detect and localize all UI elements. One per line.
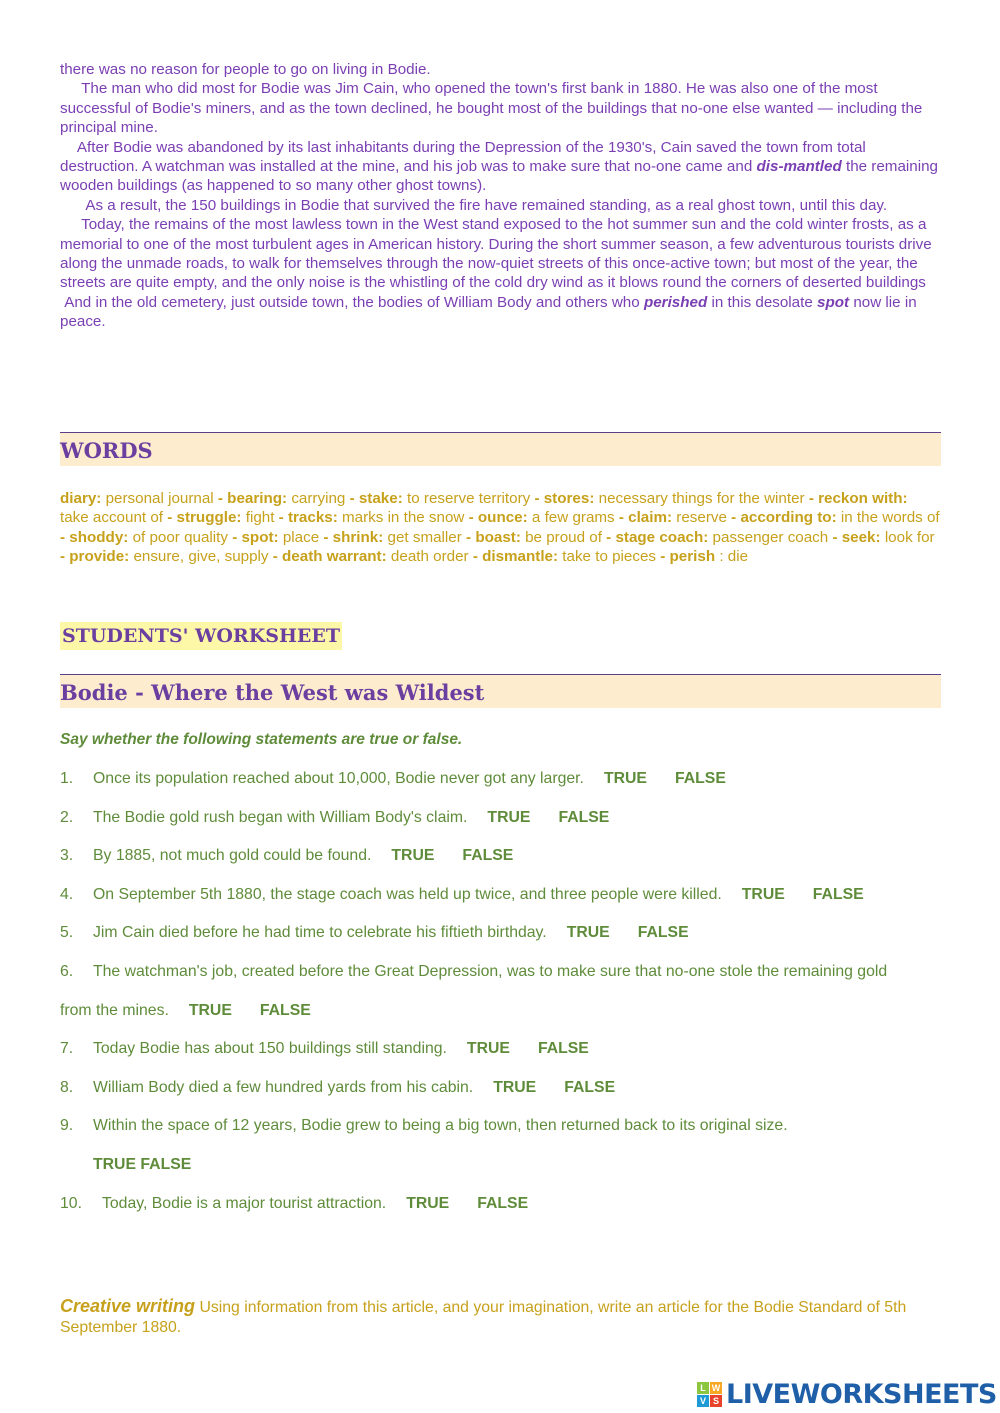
false-option[interactable]: FALSE	[637, 924, 689, 942]
glossary-term: bearing:	[227, 490, 288, 507]
students-worksheet-heading: STUDENTS' WORKSHEET	[60, 622, 342, 650]
question-10	[60, 1193, 960, 1215]
question-text: Once its population reached about 10,000, Bodie never got any larger.	[93, 770, 584, 787]
question-6-continued	[60, 1000, 960, 1022]
question-text: Within the space of 12 years, Bodie grew to being a big town, then returned back to its original size.	[93, 1117, 788, 1135]
logo-mark-cell: L	[697, 1382, 709, 1394]
glossary	[60, 489, 940, 567]
glossary-definition: necessary things for the winter	[598, 490, 805, 507]
question-number: 3.	[60, 847, 74, 865]
words-heading: WORDS	[60, 438, 153, 463]
glossary-separator: -	[319, 528, 333, 546]
instructions: Say whether the following statements are true or false.	[60, 731, 463, 748]
question-text: Today Bodie has about 150 buildings still standing.	[93, 1040, 447, 1058]
true-option[interactable]: TRUE	[487, 808, 531, 826]
question-number: 6.	[60, 963, 74, 980]
glossary-definition: to reserve territory	[407, 490, 531, 507]
question-number: 9.	[60, 1117, 74, 1135]
article-text	[60, 60, 945, 332]
glossary-term: dismantle:	[482, 548, 559, 566]
glossary-definition: get smaller	[387, 528, 462, 546]
question-number: 4.	[60, 885, 74, 903]
question-number: 1.	[60, 770, 74, 787]
glossary-definition: fight	[245, 509, 275, 527]
question-3	[60, 845, 960, 867]
glossary-term: seek:	[841, 528, 881, 546]
glossary-separator: -	[828, 528, 842, 546]
question-number: 8.	[60, 1078, 74, 1096]
glossary-separator: -	[468, 548, 483, 566]
article-paragraph-5: Today, the remains of the most lawless town in the West stand exposed to the hot summer sun and the cold winter frosts, as a memorial to one of the most turbulent ages in American history. During the short summer season, a few adventurous tourists drive along the unmade roads, to walk for themselves through the now-quiet streets of this once-active town; but most of the year, the streets are quite empty, and the only noise is the whistling of the cold dry wind as it blows round the corners of deserted buildings	[60, 216, 932, 292]
logo-text: LIVEWORKSHEETS	[726, 1378, 997, 1410]
glossary-term: perish	[669, 548, 716, 566]
glossary-separator: -	[60, 528, 70, 546]
glossary-term: diary:	[60, 490, 102, 507]
question-9	[60, 1115, 960, 1137]
glossary-definition: be proud of	[525, 528, 602, 546]
question-8	[60, 1077, 960, 1099]
glossary-separator: -	[268, 548, 283, 566]
logo-mark-cell: V	[697, 1395, 709, 1407]
false-option[interactable]: FALSE	[477, 1194, 529, 1212]
creative-writing	[60, 1296, 940, 1338]
question-text: By 1885, not much gold could be found.	[93, 847, 372, 865]
false-option[interactable]: FALSE	[564, 1078, 616, 1096]
glossary-definition: death order	[390, 548, 469, 566]
glossary-definition: marks in the snow	[342, 509, 465, 527]
glossary-separator: -	[213, 490, 228, 507]
true-false-options[interactable]: TRUE FALSE	[93, 1156, 192, 1173]
glossary-term: struggle:	[176, 509, 242, 527]
question-number: 10.	[60, 1194, 82, 1212]
glossary-definition: in the words of	[840, 509, 940, 527]
logo-mark-cell: W	[711, 1382, 721, 1393]
glossary-separator: -	[601, 528, 616, 546]
question-text: The watchman's job, created before the Great Depression, was to make sure that no-one stole the remaining gold	[93, 963, 888, 980]
question-number: 2.	[60, 808, 74, 826]
question-text-continued: from the mines.	[60, 1001, 169, 1019]
question-text: On September 5th 1880, the stage coach was held up twice, and three people were killed.	[93, 885, 722, 903]
glossary-term: stores:	[543, 490, 595, 507]
glossary-term: reckon with:	[818, 490, 908, 507]
true-option[interactable]: TRUE	[741, 885, 785, 903]
keyword-spot: spot	[817, 293, 850, 311]
glossary-term: stake:	[358, 490, 403, 507]
true-option[interactable]: TRUE	[466, 1040, 510, 1058]
glossary-separator: -	[726, 509, 741, 527]
question-9-answers[interactable]	[93, 1154, 993, 1176]
glossary-separator: -	[530, 490, 544, 507]
true-option[interactable]: TRUE	[188, 1001, 232, 1019]
false-option[interactable]: FALSE	[259, 1001, 311, 1019]
glossary-separator: -	[461, 528, 476, 546]
glossary-definition: of poor quality	[132, 528, 228, 546]
question-4	[60, 884, 960, 906]
glossary-definition: a few grams	[531, 509, 615, 527]
question-number: 5.	[60, 924, 74, 942]
question-5	[60, 922, 960, 944]
glossary-term: stage coach:	[615, 528, 709, 546]
article-paragraph-3: After Bodie was abandoned by its last inhabitants during the Depression of the 1930's, Cain saved the town from total destruction. A watchman was installed at the mine, and his job was to make sure that no-one came and dis-mantled the remaining wooden buildings (as happened to so many other ghost towns).	[60, 138, 938, 195]
question-text: William Body died a few hundred yards from his cabin.	[93, 1078, 474, 1096]
glossary-term: death warrant:	[282, 548, 387, 566]
true-option[interactable]: TRUE	[391, 847, 435, 865]
glossary-separator: -	[60, 548, 70, 566]
true-option[interactable]: TRUE	[493, 1078, 537, 1096]
false-option[interactable]: FALSE	[558, 808, 610, 826]
true-option[interactable]: TRUE	[406, 1194, 450, 1212]
glossary-definition: reserve	[676, 509, 727, 527]
glossary-separator: -	[274, 509, 288, 527]
true-option[interactable]: TRUE	[566, 924, 610, 942]
glossary-separator: -	[345, 490, 359, 507]
glossary-definition: place	[282, 528, 320, 546]
glossary-term: claim:	[628, 509, 673, 527]
false-option[interactable]: FALSE	[537, 1040, 589, 1058]
false-option[interactable]: FALSE	[462, 847, 514, 865]
glossary-separator: -	[163, 509, 177, 527]
glossary-separator: -	[464, 509, 478, 527]
glossary-separator: -	[656, 548, 670, 566]
question-text: Today, Bodie is a major tourist attraction.	[102, 1194, 387, 1212]
question-text: Jim Cain died before he had time to celebrate his fiftieth birthday.	[93, 924, 547, 942]
article-paragraph-6: And in the old cemetery, just outside town, the bodies of William Body and others who perished in this desolate spot now lie in peace.	[60, 293, 917, 331]
glossary-term: ounce:	[477, 509, 528, 527]
question-1	[60, 768, 960, 790]
glossary-separator: -	[614, 509, 629, 527]
glossary-definition: personal journal	[105, 490, 214, 507]
logo-mark-icon	[697, 1382, 722, 1407]
article-paragraph-1: there was no reason for people to go on living in Bodie.	[60, 61, 431, 78]
glossary-definition: ensure, give, supply	[133, 548, 269, 566]
question-2	[60, 807, 960, 829]
true-option[interactable]: TRUE	[603, 770, 647, 787]
glossary-term: shoddy:	[69, 528, 129, 546]
glossary-definition: take account of	[60, 509, 164, 527]
logo-mark-cell: S	[710, 1395, 722, 1407]
glossary-definition: take to pieces	[562, 548, 657, 566]
liveworksheets-logo[interactable]	[697, 1378, 997, 1410]
glossary-term: according to:	[740, 509, 837, 527]
article-paragraph-2: The man who did most for Bodie was Jim Cain, who opened the town's first bank in 1880. He was also one of the most successful of Bodie's miners, and as the town declined, he bought most of the buildings that no-one else wanted — including the principal mine.	[60, 80, 923, 137]
words-heading-band	[60, 432, 941, 466]
keyword-perished: perished	[643, 293, 708, 311]
glossary-term: provide:	[69, 548, 130, 566]
article-paragraph-4: As a result, the 150 buildings in Bodie that survived the fire have remained standing, as a real ghost town, until this day.	[85, 196, 888, 214]
glossary-term: spot:	[241, 528, 279, 546]
glossary-separator: -	[804, 490, 819, 507]
glossary-definition: passenger coach	[712, 528, 829, 546]
glossary-definition: carrying	[291, 490, 346, 507]
question-text: The Bodie gold rush began with William Body's claim.	[93, 808, 468, 826]
question-6	[60, 961, 960, 983]
question-7	[60, 1038, 960, 1060]
glossary-separator: -	[227, 528, 242, 546]
glossary-term: shrink:	[332, 528, 384, 546]
worksheet-title: Bodie - Where the West was Wildest	[60, 680, 485, 705]
creative-writing-text: Using information from this article, and your imagination, write an article for the Bodie Standard of 5th September 1880.	[60, 1299, 907, 1336]
question-number: 7.	[60, 1040, 74, 1058]
false-option[interactable]: FALSE	[674, 770, 726, 787]
glossary-term: tracks:	[287, 509, 338, 527]
glossary-term: boast:	[475, 528, 521, 546]
glossary-definition: : die	[719, 548, 749, 566]
glossary-definition: look for	[884, 528, 935, 546]
creative-writing-label: Creative writing	[60, 1296, 196, 1316]
false-option[interactable]: FALSE	[812, 885, 864, 903]
keyword-dismantled: dis-mantled	[756, 158, 842, 176]
